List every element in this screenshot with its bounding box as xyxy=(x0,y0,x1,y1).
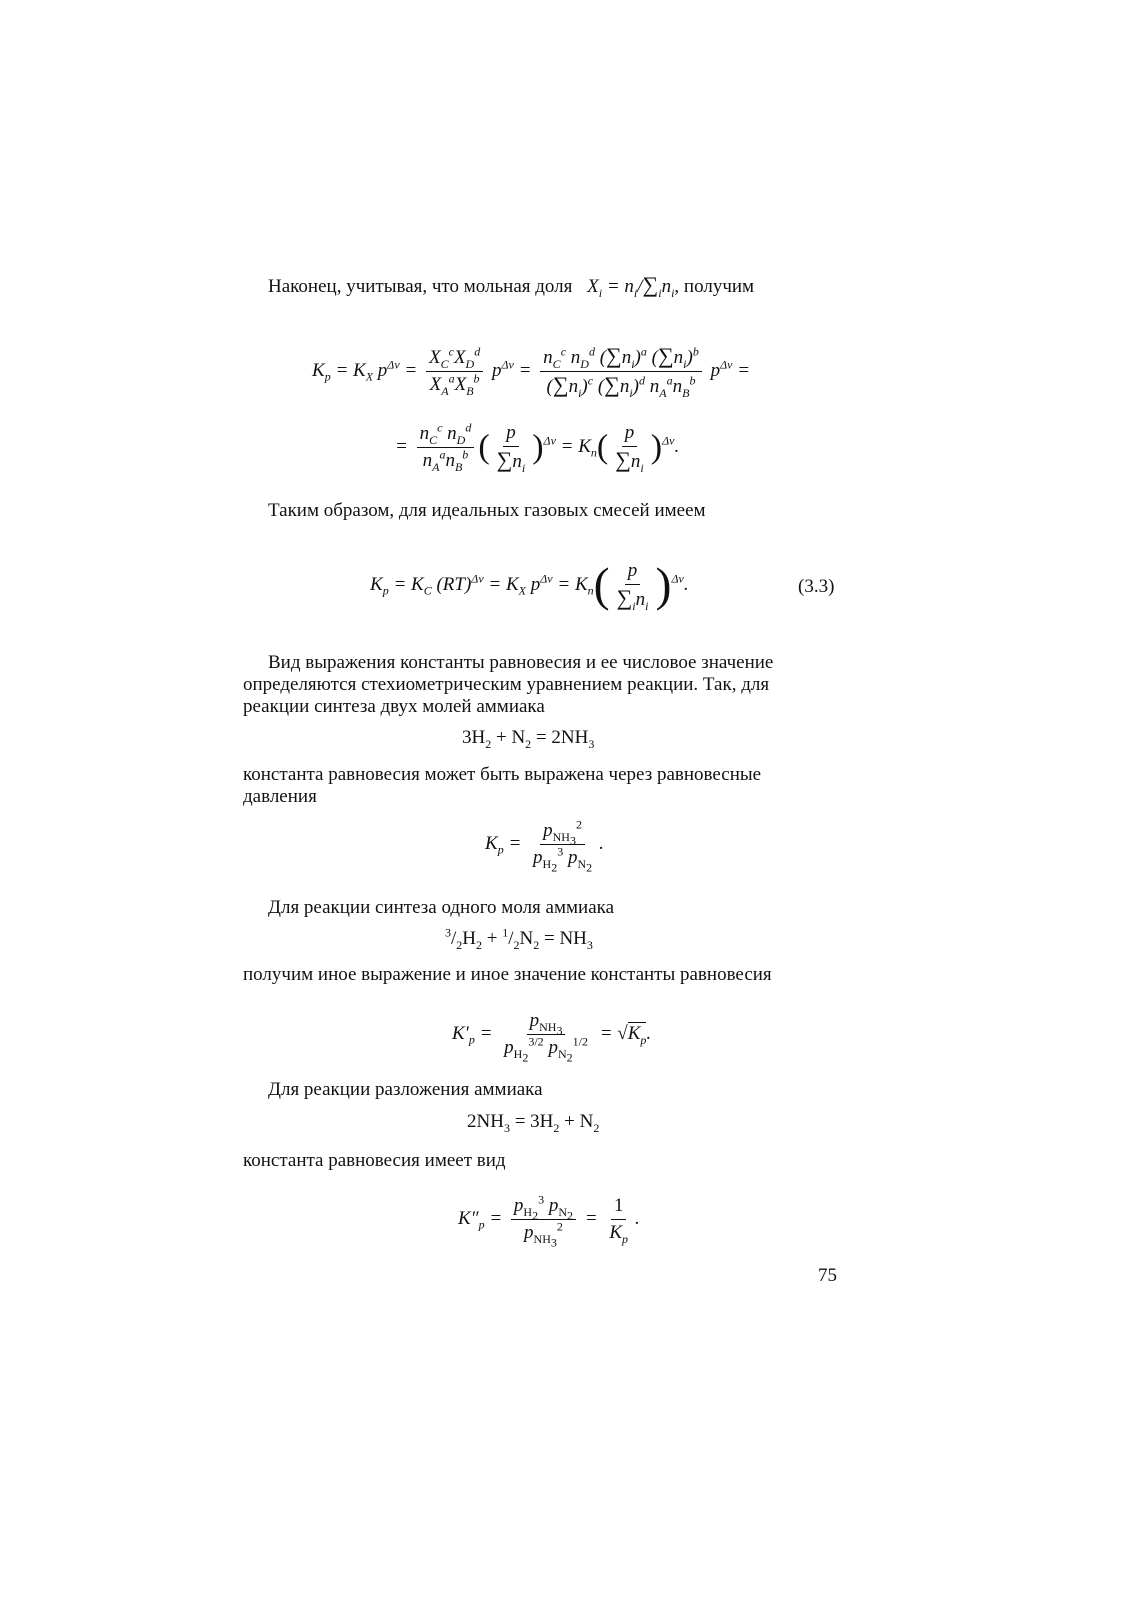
paragraph-1-tail: , получим xyxy=(674,276,755,297)
reaction-decomposition: $2NH_3 = 3H_2 + N_2$ xyxy=(467,1111,600,1135)
paragraph-4-line-1: константа равновесия может быть выражена через равновесные xyxy=(243,764,762,785)
equation-3-3: $K_p = K_C$ $(RT)^{\Delta\nu} = K_X$ $p^{\Delta\nu} = K_n$( $\frac{p}{\sum_in_i}$ )$^{\Delta\nu}$. xyxy=(370,558,689,613)
equation-kp-ammonia: $K_p$ = $\frac{p_{NH_3}^2}{p_{H_2}^3 p_{N_2}}$ . xyxy=(485,817,604,875)
paragraph-3-line-2: определяются стехиометрическим уравнением реакции. Так, для xyxy=(243,674,770,695)
page-number: 75 xyxy=(818,1265,837,1286)
paragraph-1 xyxy=(268,272,754,300)
paragraph-3-line-3: реакции синтеза двух молей аммиака xyxy=(243,696,545,717)
mole-fraction-formula: $X_i = n_i/\sum_in_i$ xyxy=(587,272,675,300)
equation-kp-prime: $K'_p$ = $\frac{p_{NH_3}}{p_{H_2}^{3/2} p_{N_2}^{1/2}}$ = $√K_p$. xyxy=(452,1010,652,1065)
paragraph-8: константа равновесия имеет вид xyxy=(243,1150,506,1171)
paragraph-1-text: Наконец, учитывая, что мольная доля xyxy=(268,276,573,297)
paragraph-4-line-2: давления xyxy=(243,786,317,807)
reaction-two-moles: $3H_2 + N_2 = 2NH_3$ xyxy=(462,727,595,751)
paragraph-5: Для реакции синтеза одного моля аммиака xyxy=(268,897,614,918)
paragraph-7: Для реакции разложения аммиака xyxy=(268,1079,543,1100)
equation-kp-kx: $K_p = K_X$ $p^{\Delta\nu}$ = $\frac{X_C^cX_D^d}{X_A^aX_B^b}$ $p^{\Delta\nu}$ = $\frac{n_C^c n_D^d (\sum n_i)^a (\sum n_i)^b}{(\sum n_i)^c (\sum n_i)^d n_A^an_B^b}$ $p^{\Delta\nu}$ = xyxy=(312,343,751,400)
paragraph-6: получим иное выражение и иное значение константы равновесия xyxy=(243,964,772,985)
equation-number: (3.3) xyxy=(798,576,835,597)
equation-kp-double-prime: $K''_p$ = $\frac{p_{H_2}^3 p_{N_2}}{p_{NH_3}^2}$ = $\frac{1}{K_p}$ . xyxy=(458,1192,640,1250)
reaction-one-mole: $^3/_2H_2 + ^1/_2N_2 = NH_3$ xyxy=(445,925,593,952)
paragraph-3-line-1: Вид выражения константы равновесия и ее числовое значение xyxy=(268,652,774,673)
equation-kn: = $\frac{n_C^c n_D^d}{n_A^an_B^b}$ ( $\frac{p}{\sum n_i}$ )$^{\Delta\nu} = K_n$( $\frac{p}{\sum n_i}$ )$^{\Delta\nu}$. xyxy=(395,420,680,475)
paragraph-2: Таким образом, для идеальных газовых смесей имеем xyxy=(268,500,706,521)
